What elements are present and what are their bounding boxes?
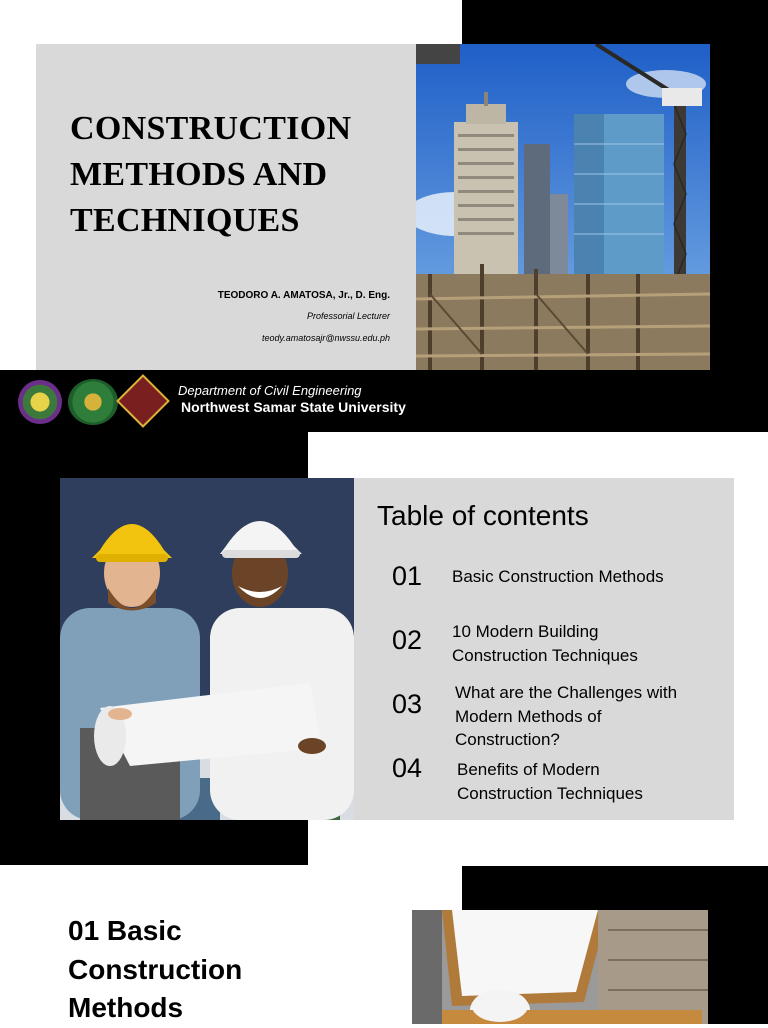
university-name: Northwest Samar State University <box>181 399 406 415</box>
decor-black-block-top <box>60 432 308 478</box>
section-title-line: Construction <box>68 953 243 985</box>
cover-author: TEODORO A. AMATOSA, Jr., D. Eng. <box>217 290 390 301</box>
decor-black-block-top <box>462 866 768 910</box>
decor-black-block-right <box>708 910 768 1024</box>
toc-item-line: Construction Techniques <box>452 645 638 665</box>
cover-author-email: teody.amatosajr@nwssu.edu.ph <box>261 333 390 343</box>
toc-item-line: Benefits of Modern <box>457 760 600 779</box>
decor-black-block-top <box>462 0 768 44</box>
section-title-line: 01 Basic <box>68 915 182 946</box>
college-seal-logo <box>68 379 118 425</box>
toc-item-text <box>452 565 722 589</box>
toc-item-text <box>457 758 727 805</box>
department-name: Department of Civil Engineering <box>178 383 362 398</box>
toc-item-line: Modern Methods of <box>455 706 602 726</box>
worker-at-skylight-photo <box>412 910 708 1024</box>
decor-black-block-right <box>710 44 768 370</box>
cover-title <box>70 106 410 244</box>
decor-black-block-left <box>0 432 60 865</box>
toc-item-line: 10 Modern Building <box>452 622 599 641</box>
section-title-line: Methods <box>68 992 184 1023</box>
cover-title-line: METHODS AND <box>70 156 328 193</box>
university-seal-logo <box>18 380 62 424</box>
section-title <box>68 912 388 1028</box>
toc-title: Table of contents <box>377 500 589 531</box>
decor-black-block-bottom <box>60 820 308 865</box>
city-construction-crane-photo <box>416 44 710 370</box>
cover-title-line: TECHNIQUES <box>70 202 300 239</box>
toc-item-line: Construction? <box>455 730 560 749</box>
toc-item-number: 03 <box>392 689 423 719</box>
toc-item-number: 02 <box>392 625 423 655</box>
toc-item-text <box>452 620 722 667</box>
toc-item-line: Construction Techniques <box>457 783 643 803</box>
toc-item-text <box>455 681 725 752</box>
toc-item-number: 04 <box>392 753 423 783</box>
toc-item-number: 01 <box>392 561 423 591</box>
engineers-reviewing-blueprint-photo <box>60 478 354 820</box>
cover-title-line: CONSTRUCTION <box>70 110 352 147</box>
toc-item-line: Basic Construction Methods <box>452 567 664 586</box>
toc-item-line: What are the Challenges with <box>455 683 678 702</box>
cover-author-role: Professorial Lecturer <box>306 311 390 321</box>
